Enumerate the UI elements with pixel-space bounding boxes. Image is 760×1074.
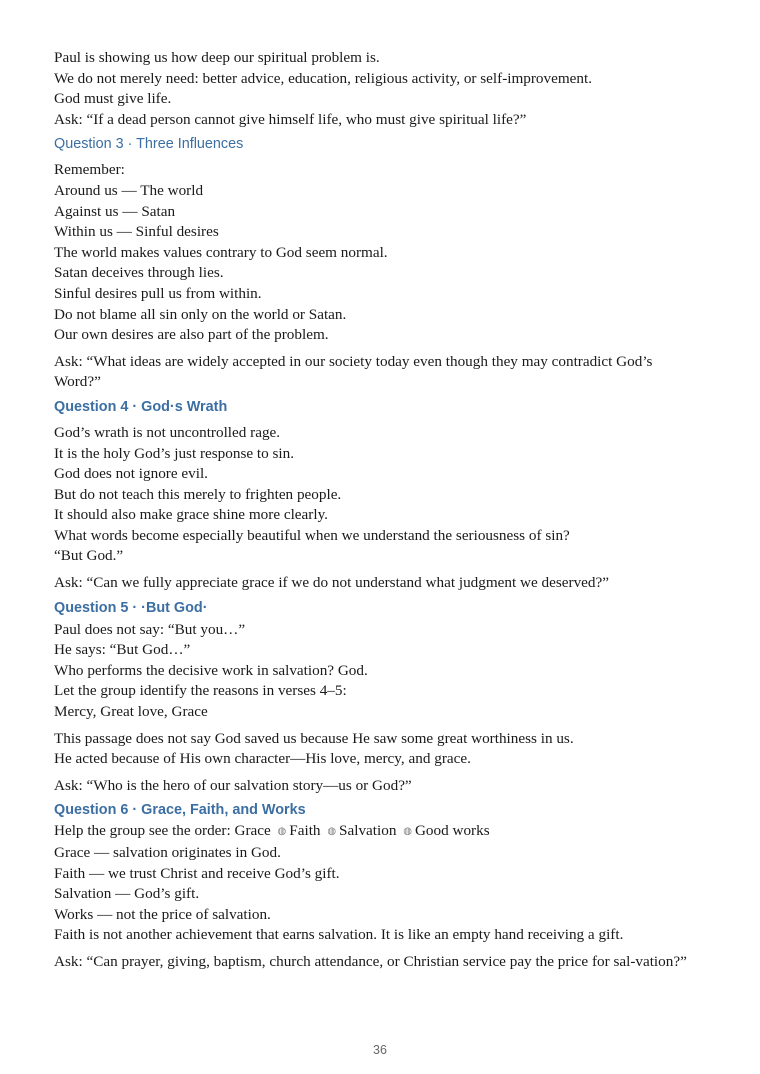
paragraph-line: Who performs the decisive work in salvation? God. bbox=[54, 661, 368, 679]
paragraph-line: He acted because of His own character—His love, mercy, and grace. bbox=[54, 750, 471, 768]
paragraph-line: It should also make grace shine more clearly. bbox=[54, 506, 328, 524]
paragraph-line: God does not ignore evil. bbox=[54, 465, 208, 483]
ask-prompt: Ask: “What ideas are widely accepted in our society today even though they may contradict God’s Word?” bbox=[54, 352, 653, 391]
section-heading-question-4: Question 4 · God·s Wrath bbox=[54, 398, 228, 415]
order-separator-icon: ◍ bbox=[277, 826, 287, 838]
order-item: Faith bbox=[289, 822, 321, 840]
section-heading-question-3: Question 3 · Three Influences bbox=[54, 136, 244, 153]
section-heading-question-5: Question 5 · ·But God· bbox=[54, 599, 208, 616]
paragraph-line: He says: “But God…” bbox=[54, 641, 191, 659]
paragraph-line: Sinful desires pull us from within. bbox=[54, 284, 262, 302]
paragraph-line: What words become especially beautiful when we understand the seriousness of sin? bbox=[54, 526, 570, 544]
section-heading-question-6: Question 6 · Grace, Faith, and Works bbox=[54, 802, 306, 819]
question-3-body bbox=[54, 160, 724, 393]
paragraph-line: Our own desires are also part of the problem. bbox=[54, 326, 329, 344]
ask-prompt: Ask: “If a dead person cannot give himself life, who must give spiritual life?” bbox=[54, 110, 527, 128]
paragraph-line: God’s wrath is not uncontrolled rage. bbox=[54, 423, 281, 441]
order-item: Salvation bbox=[339, 822, 397, 840]
paragraph-line: Against us — Satan bbox=[54, 202, 176, 220]
paragraph-line: The world makes values contrary to God seem normal. bbox=[54, 243, 388, 261]
question-4-body bbox=[54, 423, 724, 594]
ask-prompt: Ask: “Can prayer, giving, baptism, church attendance, or Christian service pay the price for sal-vation?” bbox=[54, 952, 687, 970]
page-number: 36 bbox=[373, 1043, 387, 1057]
paragraph-line: It is the holy God’s just response to sin. bbox=[54, 444, 295, 462]
paragraph-line: Let the group identify the reasons in verses 4–5: bbox=[54, 682, 347, 700]
paragraph-line: Remember: bbox=[54, 161, 125, 179]
paragraph-line: Around us — The world bbox=[54, 181, 204, 199]
paragraph-line: “But God.” bbox=[54, 547, 124, 565]
question-5-body bbox=[54, 620, 724, 797]
paragraph-line: Mercy, Great love, Grace bbox=[54, 703, 208, 721]
intro-section bbox=[54, 48, 724, 130]
order-prefix: Help the group see the order: Grace bbox=[54, 822, 271, 840]
order-item: Good works bbox=[414, 822, 490, 840]
order-line bbox=[54, 821, 724, 843]
paragraph-line: Salvation — God’s gift. bbox=[54, 885, 200, 903]
paragraph-line: God must give life. bbox=[54, 90, 172, 108]
paragraph-line: Do not blame all sin only on the world or Satan. bbox=[54, 305, 347, 323]
paragraph-line: We do not merely need: better advice, education, religious activity, or self-improvement. bbox=[54, 69, 593, 87]
paragraph-line: Paul is showing us how deep our spiritual problem is. bbox=[54, 49, 380, 66]
paragraph-line: Faith — we trust Christ and receive God’s gift. bbox=[54, 864, 340, 882]
paragraph-line: This passage does not say God saved us because He saw some great worthiness in us. bbox=[54, 729, 574, 747]
document-page bbox=[54, 48, 724, 973]
ask-prompt: Ask: “Who is the hero of our salvation story—us or God?” bbox=[54, 776, 412, 794]
order-separator-icon: ◍ bbox=[403, 826, 412, 838]
paragraph-line: Paul does not say: “But you…” bbox=[54, 620, 246, 638]
paragraph-line: Within us — Sinful desires bbox=[54, 223, 219, 241]
paragraph-line: Works — not the price of salvation. bbox=[54, 905, 271, 923]
paragraph-line: Satan deceives through lies. bbox=[54, 264, 224, 282]
paragraph-line: But do not teach this merely to frighten people. bbox=[54, 485, 342, 503]
paragraph-line: Faith is not another achievement that earns salvation. It is like an empty hand receiving a gift. bbox=[54, 926, 624, 944]
paragraph-line: Grace — salvation originates in God. bbox=[54, 844, 281, 861]
order-separator-icon: ◍ bbox=[327, 826, 337, 838]
question-6-body bbox=[54, 821, 724, 972]
ask-prompt: Ask: “Can we fully appreciate grace if we do not understand what judgment we deserved?” bbox=[54, 574, 609, 592]
